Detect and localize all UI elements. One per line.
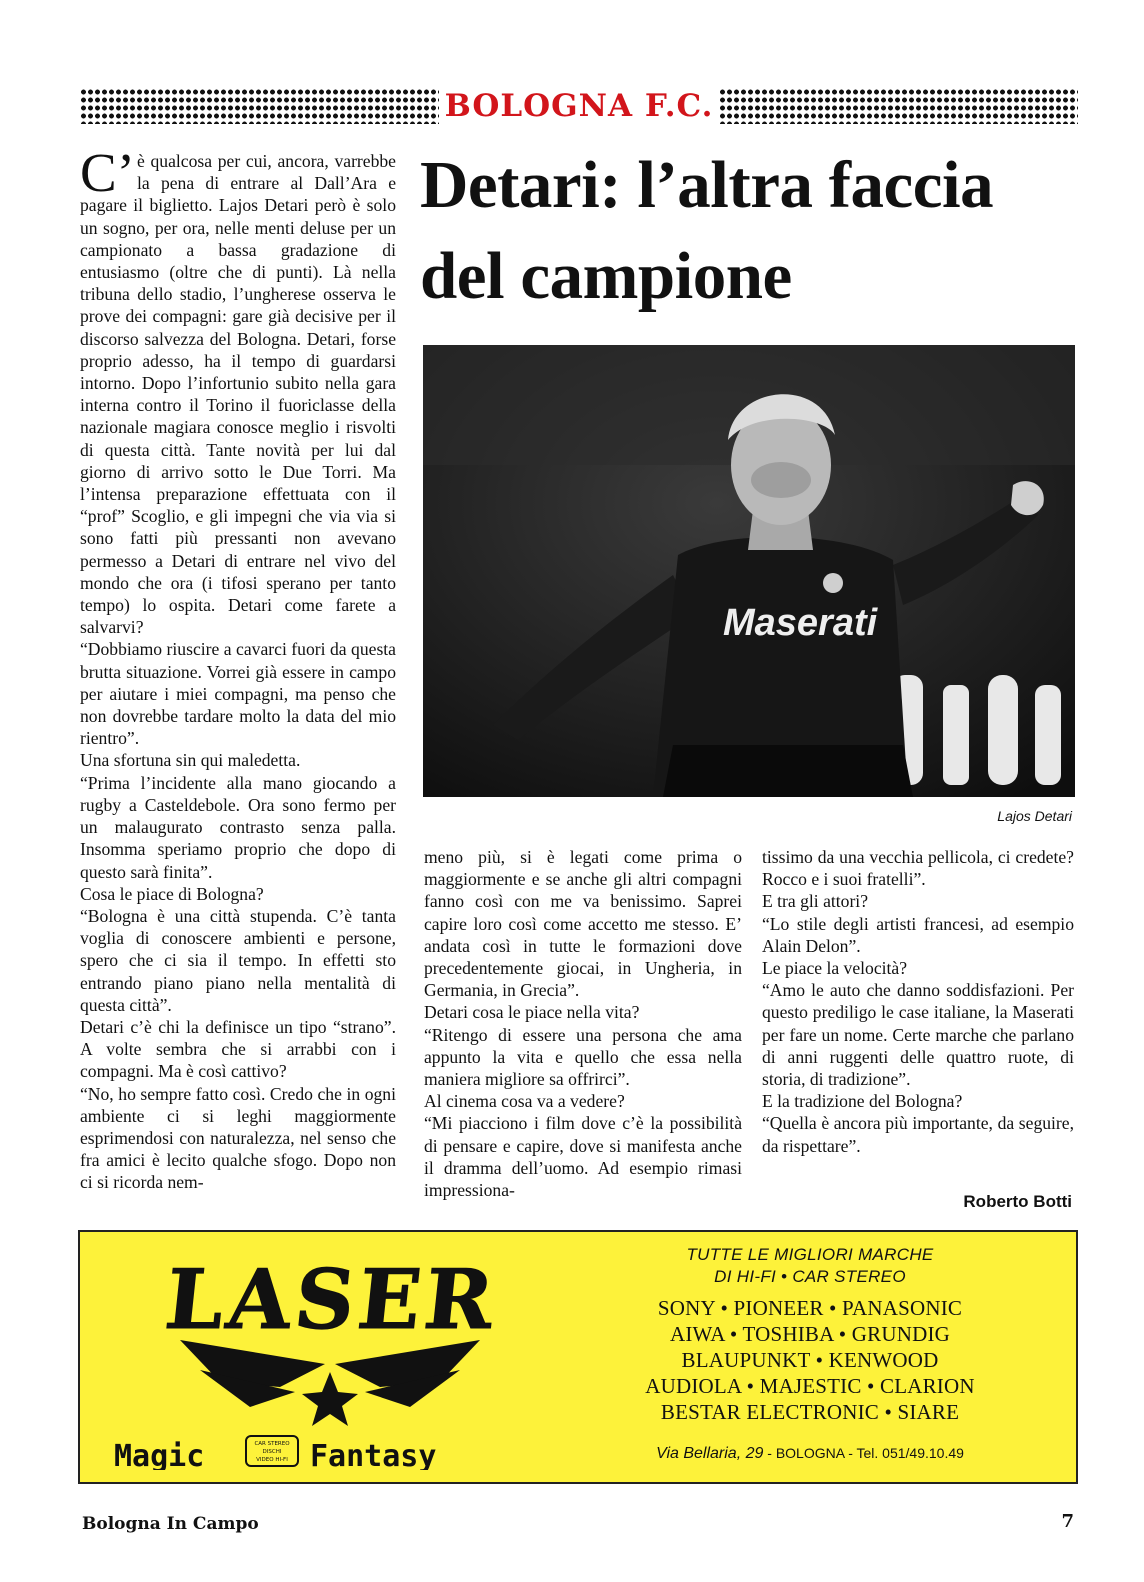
article-paragraph: meno più, si è legati come prima o maggiormente e se anche gli altri compagni fanno così con me va benissimo. Saprei capire loro così come accetto me stesso. E’ andata così in tutte le formazioni dove precedentemente giocai, in Ungheria, in Germania, in Grecia”.: [424, 847, 742, 1001]
brand-list: [560, 1295, 1060, 1425]
brand-line: SONY • PIONEER • PANASONIC: [657, 1296, 963, 1320]
article-paragraph: “Prima l’incidente alla mano giocando a rugby a Casteldebole. Ora sono fermo per un malaugurato contrasto senza palla. Insomma speriamo proprio che dopo di questo sarà finita”.: [80, 772, 396, 882]
article-paragraph: “Amo le auto che danno soddisfazioni. Per questo prediligo le case italiane, la Maserati per fare un nome. Certe marche che parlano di anni ruggenti delle quattro ruote, di storia, di tradizione”.: [762, 980, 1074, 1090]
article-paragraph: “Quella è ancora più importante, da seguire, da rispettare”.: [762, 1113, 1074, 1156]
article-paragraph: Detari c’è chi la definisce un tipo “strano”. A volte sembra che si arrabbi con i compagni. Ma è così cattivo?: [80, 1016, 396, 1082]
article-headline: Detari: l’altra faccia del campione: [420, 148, 994, 313]
article-paragraph: C’è qualcosa per cui, ancora, varrebbe la pena di entrare al Dall’Ara e pagare il biglietto. Lajos Detari però è solo un sogno, per ora, nelle menti deluse per un campionato a bassa gradazione di entusiasmo (oltre che di punti). Là nella tribuna dello stadio, l’ungherese osserva le prove dei compagni: gare già decisive per il discorso salvezza del Bologna. Detari, forse proprio adesso, ha il tempo di guardarsi intorno. Dopo l’infortunio subito nella gara interna contro il Torino il fuoriclasse della nazionale magiara conosce meglio i risvolti di questa città. Tante novità per lui dal giorno di arrivo sotto le Due Torri. Ma l’intensa preparazione effettuata con il “prof” Scoglio, e gli impegni che via via si sono fatti più pressanti non avevano permesso a Detari di entrare nel vivo del mondo che ora (i tifosi sperano per tanto tempo) lo ospita. Detari come farete a salvarvi?: [80, 142, 396, 638]
article-byline: Roberto Botti: [963, 1192, 1072, 1211]
article-paragraph: Una sfortuna sin qui maledetta.: [80, 750, 301, 771]
brand-line: BLAUPUNKT • KENWOOD: [681, 1348, 939, 1372]
article-paragraph: “Lo stile degli artisti francesi, ad esempio Alain Delon”.: [762, 913, 1074, 956]
photo-caption: Lajos Detari: [997, 808, 1072, 824]
badge-line: VIDEO HI-FI: [256, 1457, 288, 1463]
article-paragraph: Detari cosa le piace nella vita?: [424, 1002, 640, 1023]
laser-logo-graphic: [110, 1242, 550, 1470]
shirt-sponsor-text: Maserati: [723, 602, 878, 644]
laser-logo: [110, 1242, 550, 1470]
laser-advertisement: [78, 1230, 1078, 1484]
article-paragraph: E tra gli attori?: [762, 891, 869, 912]
article-paragraph: Cosa le piace di Bologna?: [80, 883, 264, 904]
article-column-right: [762, 846, 1074, 1157]
article-paragraph: “Mi piacciono i film dove c’è la possibilità di pensare e capire, dove si manifesta anche il dramma dell’uomo. Ad esempio rimasi impressiona-: [424, 1113, 742, 1201]
brand-line: AIWA • TOSHIBA • GRUNDIG: [669, 1322, 951, 1346]
dotted-rule-left: [80, 88, 439, 124]
ad-address-street: Via Bellaria, 29: [656, 1445, 764, 1462]
brand-line: BESTAR ELECTRONIC • SIARE: [660, 1400, 960, 1424]
article-paragraph: “No, ho sempre fatto così. Credo che in ogni ambiente ci si leghi maggiormente esprimendosi con naturalezza, nel senso che fra amici è lecito qualche sfogo. Dopo non ci si ricorda nem-: [80, 1083, 396, 1193]
article-paragraph: “Ritengo di essere una persona che ama appunto la vita e quello che essa nella maniera migliore sa offrirci”.: [424, 1024, 742, 1090]
article-paragraph: Le piace la velocità?: [762, 958, 908, 979]
footer-publication: Bologna In Campo: [82, 1514, 259, 1534]
badge-line: CAR STEREO: [254, 1441, 290, 1447]
ad-subtitle-right: Fantasy: [310, 1439, 437, 1470]
section-header: [80, 86, 1078, 126]
brand-line: AUDIOLA • MAJESTIC • CLARION: [645, 1374, 975, 1398]
ad-subtitle-left: Magic: [114, 1439, 205, 1470]
player-photo: [423, 345, 1075, 797]
article-paragraph: “Dobbiamo riuscire a cavarci fuori da questa brutta situazione. Vorrei già essere in campo per aiutare i miei compagni, ma penso che non dovrebbe tardare molto la data del mio rientro”.: [80, 639, 396, 749]
ad-address-rest: - BOLOGNA - Tel. 051/49.10.49: [763, 1445, 964, 1461]
article-paragraph: tissimo da una vecchia pellicola, ci credete? Rocco e i suoi fratelli”.: [762, 847, 1074, 890]
dotted-rule-right: [719, 88, 1078, 124]
section-title: BOLOGNA F.C.: [444, 88, 714, 124]
ad-headline: TUTTE LE MIGLIORI MARCHE: [686, 1245, 934, 1264]
article-paragraph: Al cinema cosa va a vedere?: [424, 1091, 625, 1112]
article-paragraph: E la tradizione del Bologna?: [762, 1091, 963, 1112]
ad-address: [560, 1445, 1060, 1463]
laser-logo-text: LASER: [160, 1252, 503, 1348]
ad-headline: DI HI-FI • CAR STEREO: [714, 1267, 906, 1286]
page-number: 7: [1061, 1511, 1074, 1532]
ad-text-block: [560, 1244, 1060, 1463]
article-paragraph: “Bologna è una città stupenda. C’è tanta voglia di conoscere ambienti e persone, spero che ci sia il tempo. In effetti sto entrando piano piano nella mentalità di questa città”.: [80, 905, 396, 1015]
badge-line: DISCHI: [262, 1449, 282, 1455]
article-column-middle: [424, 846, 742, 1201]
player-photo-graphic: [423, 345, 1075, 797]
article-column-left: [80, 142, 396, 1194]
